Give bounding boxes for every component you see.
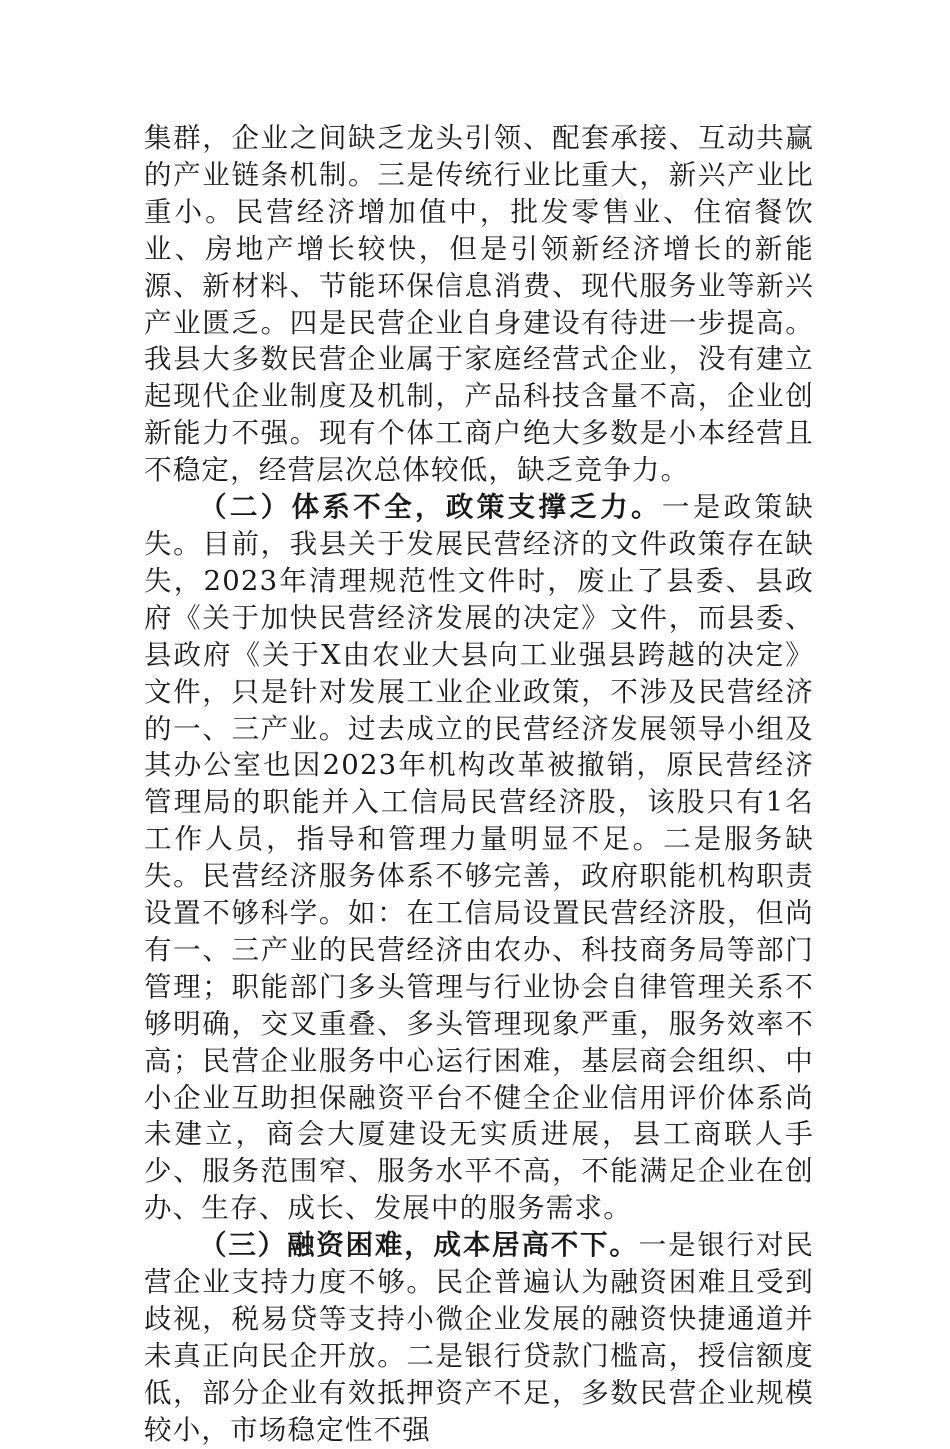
paragraph-3 bbox=[144, 1227, 814, 1448]
paragraph-1-text: 集群，企业之间缺乏龙头引领、配套承接、互动共赢的产业链条机制。三是传统行业比重大，新兴产业比重小。民营经济增加值中，批发零售业、住宿餐饮业、房地产增长较快，但是引领新经济增长的新能源、新材料、节能环保信息消费、现代服务业等新兴产业匮乏。四是民营企业自身建设有待进一步提高。我县大多数民营企业属于家庭经营式企业，没有建立起现代企业制度及机制，产品科技含量不高，企业创新能力不强。现有个体工商户绝大多数是小本经营且不稳定，经营层次总体较低，缺乏竞争力。 bbox=[144, 122, 814, 487]
section-heading-3: （三）融资困难，成本居高不下。 bbox=[199, 1229, 639, 1262]
document-page bbox=[144, 120, 814, 1449]
paragraph-2-text: 一是政策缺失。目前，我县关于发展民营经济的文件政策存在缺失，2023年清理规范性文件时，废止了县委、县政府《关于加快民营经济发展的决定》文件，而县委、县政府《关于X由农业大县向工业强县跨越的决定》文件，只是针对发展工业企业政策，不涉及民营经济的一、三产业。过去成立的民营经济发展领导小组及其办公室也因2023年机构改革被撤销，原民营经济管理局的职能并入工信局民营经济股，该股只有1名工作人员，指导和管理力量明显不足。二是服务缺失。民营经济服务体系不够完善，政府职能机构职责设置不够科学。如：在工信局设置民营经济股，但尚有一、三产业的民营经济由农办、科技商务局等部门管理；职能部门多头管理与行业协会自律管理关系不够明确，交叉重叠、多头管理现象严重，服务效率不高；民营企业服务中心运行困难，基层商会组织、中小企业互助担保融资平台不健全企业信用评价体系尚未建立，商会大厦建设无实质进展，县工商联人手少、服务范围窄、服务水平不高，不能满足企业在创办、生存、成长、发展中的服务需求。 bbox=[144, 491, 815, 1225]
section-heading-2: （二）体系不全，政策支撑乏力。 bbox=[199, 491, 662, 524]
paragraph-3-text: 一是银行对民营企业支持力度不够。民企普遍认为融资困难且受到歧视，税易贷等支持小微企业发展的融资快捷通道并未真正向民企开放。二是银行贷款门槛高，授信额度低，部分企业有效抵押资产不足，多数民营企业规模较小，市场稳定性不强 bbox=[144, 1229, 815, 1446]
paragraph-2 bbox=[144, 489, 814, 1227]
paragraph-1 bbox=[144, 120, 814, 489]
